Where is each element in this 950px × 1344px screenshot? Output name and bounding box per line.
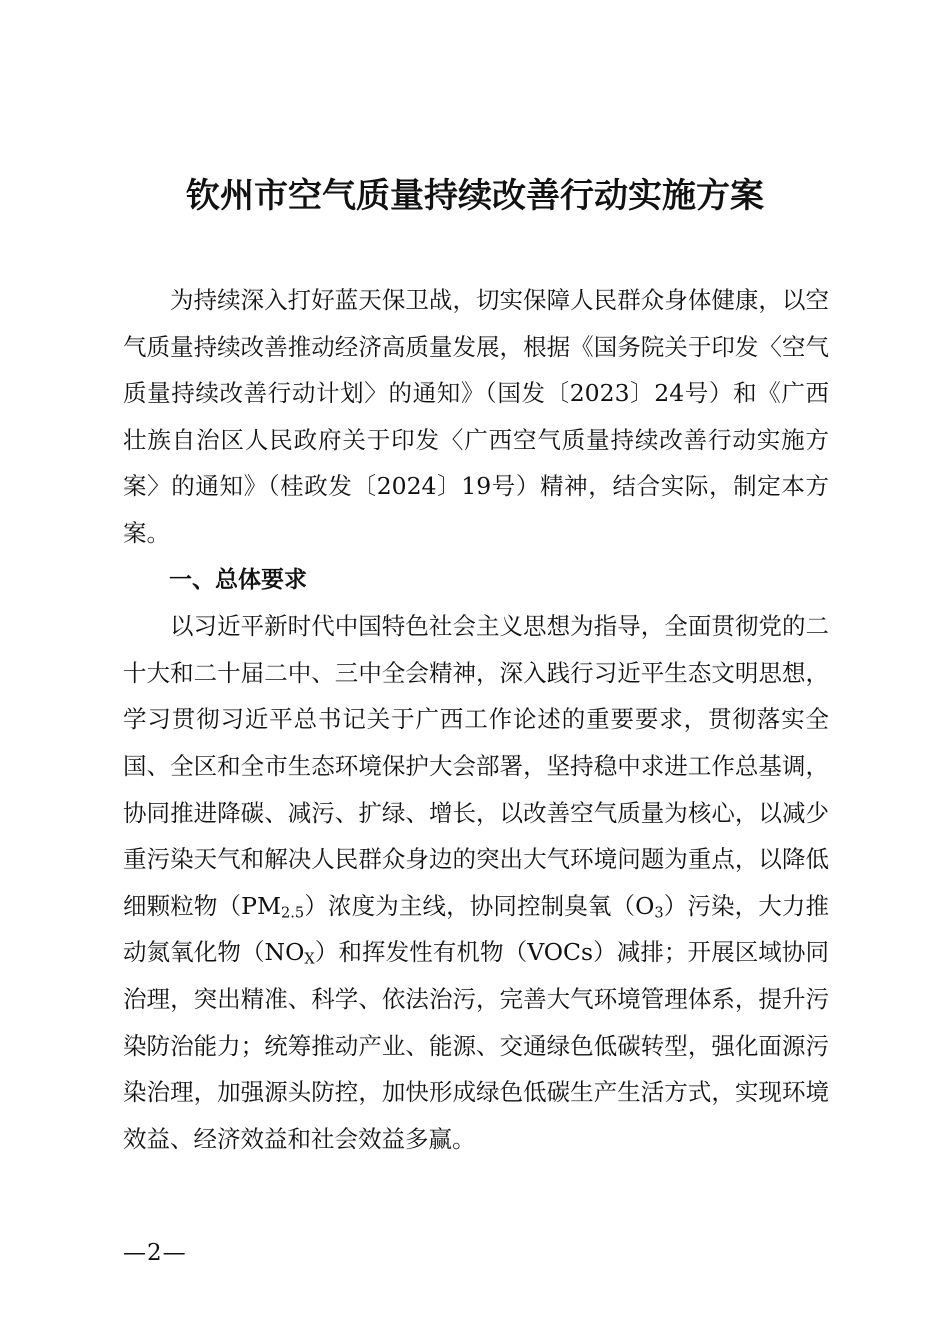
document-body	[123, 277, 829, 1162]
general-requirements-paragraph	[123, 603, 829, 1162]
paragraph-text-part: 以习近平新时代中国特色社会主义思想为指导，全面贯彻党的二十大和二十届二中、三中全会精神，深入践行习近平生态文明思想，学习贯彻习近平总书记关于广西工作论述的重要要求，贯彻落实全国、全区和全市生态环境保护大会部署，坚持稳中求进工作总基调，协同推进降碳、减污、扩绿、增长，以改善空气质量为核心，以减少重污染天气和解决人民群众身边的突出大气环境问题为重点，以降低细颗粒物（PM	[123, 612, 829, 920]
ozone-subscript: 3	[654, 904, 664, 922]
pm-subscript: 2.5	[281, 904, 305, 922]
page-number: —2—	[123, 1240, 187, 1266]
nox-subscript: X	[304, 950, 315, 968]
paragraph-text-part: ）和挥发性有机物（VOCs）减排；开展区域协同治理，突出精准、科学、依法治污，完善大气环境管理体系，提升污染防治能力；统筹推动产业、能源、交通绿色低碳转型，强化面源污染治理，加强源头防控，加快形成绿色低碳生产生活方式，实现环境效益、经济效益和社会效益多赢。	[123, 938, 829, 1153]
paragraph-text-part: ）污染，大力推动氮氧化物（NO	[123, 891, 830, 967]
section-heading: 一、总体要求	[169, 566, 307, 593]
intro-paragraph: 为持续深入打好蓝天保卫战，切实保障人民群众身体健康，以空气质量持续改善推动经济高质量发展，根据《国务院关于印发〈空气质量持续改善行动计划〉的通知》（国发〔2023〕24号）和《广西壮族自治区人民政府关于印发〈广西空气质量持续改善行动实施方案〉的通知》（桂政发〔2024〕19号）精神，结合实际，制定本方案。	[123, 286, 829, 547]
document-title: 钦州市空气质量持续改善行动实施方案	[186, 176, 764, 216]
paragraph-text-part: ）浓度为主线，协同控制臭氧（O	[304, 891, 655, 920]
